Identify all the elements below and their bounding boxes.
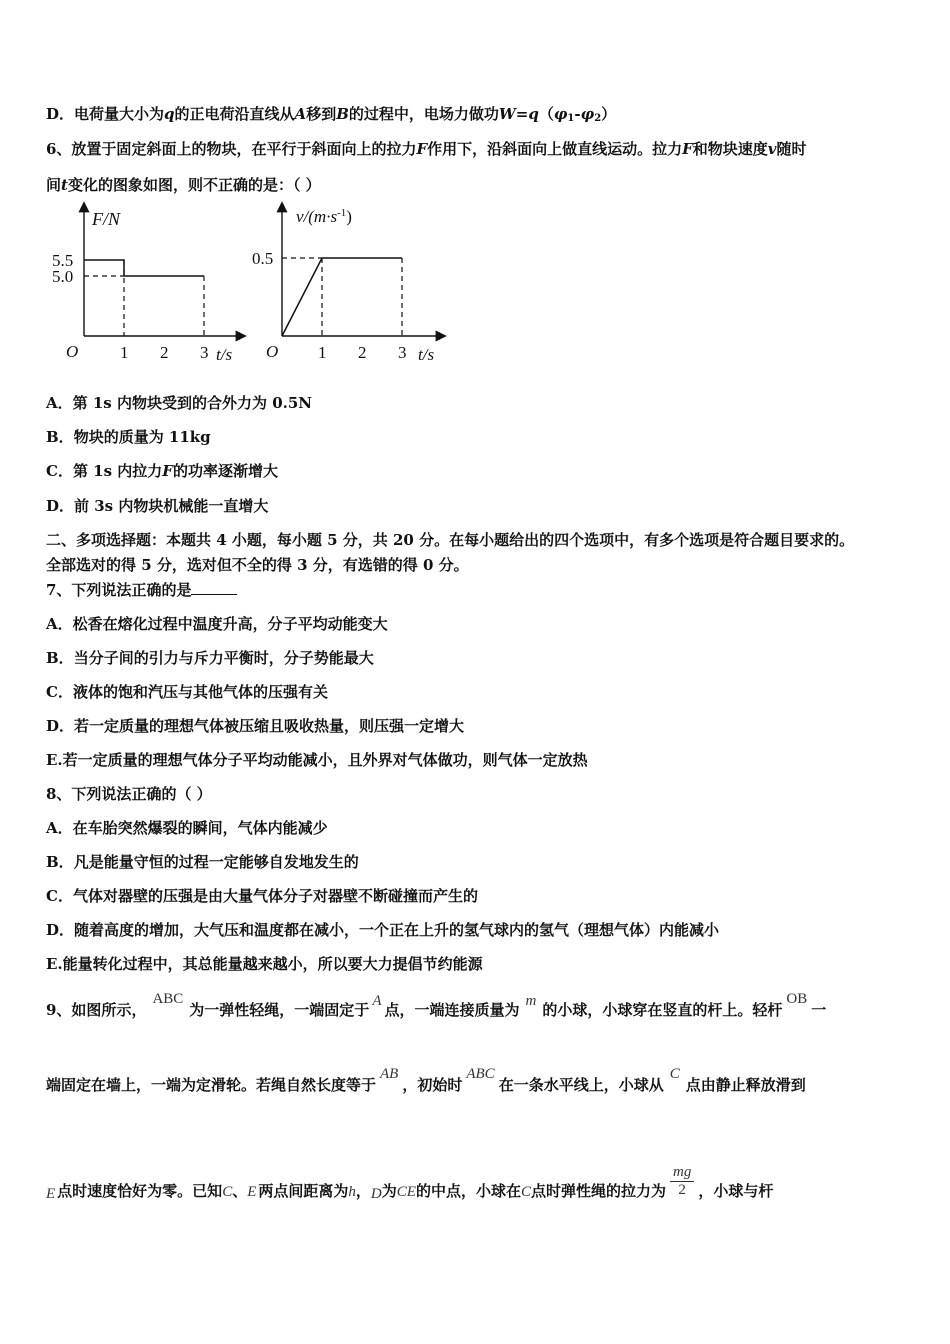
series-line-v <box>282 258 402 336</box>
q7-option-d[interactable]: D．若一定质量的理想气体被压缩且吸收热量，则压强一定增大 <box>46 717 465 735</box>
q8-option-a[interactable]: A．在车胎突然爆裂的瞬间，气体内能减少 <box>46 819 328 837</box>
x-tick-label-1: 1 <box>318 343 327 362</box>
section2-instruction-line2: 全部选对的得 5 分，选对但不全的得 3 分，有选错的得 0 分。 <box>46 556 469 574</box>
x-axis-label: t/s <box>418 345 435 364</box>
q5-option-d: D．电荷量大小为q的正电荷沿直线从A移到B的过程中，电场力做功$W=q(\varphi_1-\varphi_2)$ <box>46 105 617 124</box>
x-axis-label: t/s <box>216 345 233 364</box>
q8-option-c[interactable]: C．气体对器壁的压强是由大量气体分子对器壁不断碰撞而产生的 <box>46 887 478 905</box>
q8-option-e[interactable]: E.能量转化过程中，其总能量越来越小，所以要大力提倡节约能源 <box>46 955 483 973</box>
y-tick-label-5-5: 5.5 <box>52 251 74 270</box>
q6-option-c[interactable]: C．第 1s 内拉力F的功率逐渐增大 <box>46 462 278 480</box>
x-tick-label-3: 3 <box>398 343 407 362</box>
q9-stem-line2: 端固定在墙上，一端为定滑轮。若绳自然长度等于AB，初始时ABC在一条水平线上，小球从C点由静止释放滑到 <box>46 1066 806 1094</box>
y-axis-label: F/N <box>92 209 121 229</box>
x-tick-label-3: 3 <box>200 343 209 362</box>
answer-blank[interactable] <box>191 582 237 595</box>
x-tick-label-2: 2 <box>358 343 367 362</box>
q6-stem-line2: 间t变化的图象如图，则不正确的是：（ ） <box>46 176 321 194</box>
origin-label: O <box>266 342 279 361</box>
q7-stem: 7、下列说法正确的是 <box>46 579 237 600</box>
q8-stem: 8、下列说法正确的（ ） <box>46 785 212 803</box>
y-axis-label: $v/(m\cdot s^{-1})$ <box>296 207 352 226</box>
origin-label: O <box>66 342 79 361</box>
q8-option-d[interactable]: D．随着高度的增加，大气压和温度都在减小，一个正在上升的氢气球内的氢气（理想气体）内能减小 <box>46 921 720 939</box>
x-tick-label-1: 1 <box>120 343 129 362</box>
force-time-graph <box>48 200 248 370</box>
q6-stem-line1: 6、放置于固定斜面上的物块，在平行于斜面向上的拉力F作用下，沿斜面向上做直线运动。拉力F和物块速度v随时 <box>46 140 807 158</box>
q9-stem-line3: E 点时速度恰好为零。已知C、E 两点间距离为h，D为CE的中点，小球在C点时弹性绳的拉力为 $\frac{mg}{2}$ ，小球与杆 <box>46 1164 774 1202</box>
y-tick-label-0-5: 0.5 <box>252 249 274 268</box>
series-line-F <box>84 260 204 276</box>
q6-option-b[interactable]: B．物块的质量为 11kg <box>46 428 211 446</box>
q7-option-e[interactable]: E.若一定质量的理想气体分子平均动能减小，且外界对气体做功，则气体一定放热 <box>46 751 588 769</box>
q7-option-b[interactable]: B．当分子间的引力与斥力平衡时，分子势能最大 <box>46 649 374 667</box>
section2-instruction-line1: 二、多项选择题：本题共 4 小题，每小题 5 分，共 20 分。在每小题给出的四个选项中，有多个选项是符合题目要求的。 <box>46 531 855 549</box>
q6-option-a[interactable]: A．第 1s 内物块受到的合外力为 0.5N <box>46 394 312 412</box>
q9-stem-line1: 9、如图所示，ABC为一弹性轻绳，一端固定于 A 点，一端连接质量为 m 的小球，小球穿在竖直的杆上。轻杆OB一 <box>46 991 827 1019</box>
fraction-mg-over-2: $\frac{mg}{2}$ <box>670 1164 694 1199</box>
velocity-time-graph <box>246 200 450 370</box>
q7-option-a[interactable]: A．松香在熔化过程中温度升高，分子平均动能变大 <box>46 615 388 633</box>
q8-option-b[interactable]: B．凡是能量守恒的过程一定能够自发地发生的 <box>46 853 359 871</box>
q7-option-c[interactable]: C．液体的饱和汽压与其他气体的压强有关 <box>46 683 328 701</box>
x-tick-label-2: 2 <box>160 343 169 362</box>
q6-option-d[interactable]: D．前 3s 内物块机械能一直增大 <box>46 497 269 515</box>
y-tick-label-5-0: 5.0 <box>52 267 74 286</box>
